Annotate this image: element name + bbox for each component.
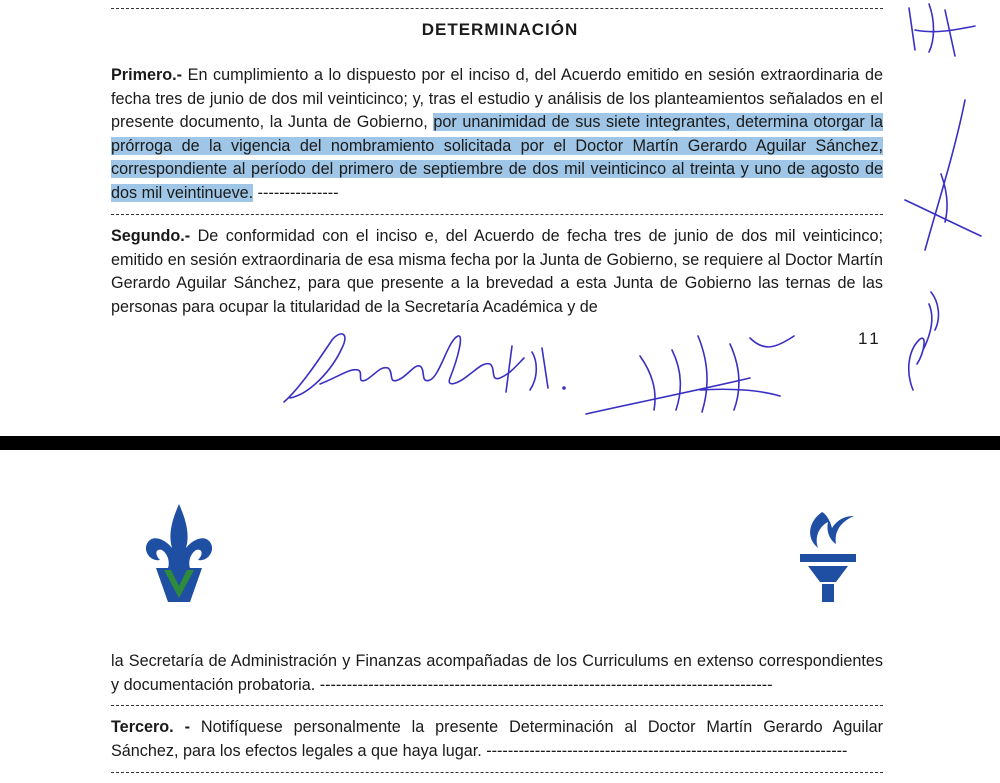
tercero-label: Tercero. - [111, 718, 190, 736]
page-number: 11 [858, 329, 882, 348]
torch-logo-icon [796, 508, 860, 604]
section-title: DETERMINACIÓN [421, 20, 579, 39]
signature-bottom-left [280, 318, 580, 408]
dashed-rule [111, 772, 883, 773]
veracruz-fleur-logo-icon [142, 504, 216, 606]
dashed-rule [111, 705, 883, 706]
dashed-rule [111, 8, 883, 9]
primero-label: Primero.- [111, 66, 183, 84]
highlighted-text: por unanimidad de sus siete integrantes, determina otorgar la prórroga de la vigencia del nombramiento solicitada por el Doctor Martín Gerardo Aguilar Sánchez, correspondiente al período del primero de septiembre de dos mil veinticinco al treinta y uno de agosto de dos mil veintinueve. [111, 113, 883, 202]
primero-text: En cumplimiento a lo dispuesto por el inciso d, del Acuerdo emitido en sesión extraordinaria de fecha tres de junio de dos mil veinticinco; y, tras el estudio y análisis de los planteamientos señalados en el presente documento, la Junta de Gobierno, [111, 66, 883, 132]
document-page-bottom [0, 450, 1000, 783]
signature-bottom-center [580, 330, 810, 422]
segundo-label: Segundo.- [111, 227, 191, 245]
continuation-text: la Secretaría de Administración y Finanzas acompañadas de los Curriculums en extenso correspondientes y documentación probatoria. [111, 652, 883, 694]
paragraph-tercero [111, 716, 883, 763]
primero-filler: --------------- [253, 183, 339, 202]
tercero-text: Notifíquese personalmente la presente Determinación al Doctor Martín Gerardo Aguilar Sánchez, para los efectos legales a que haya lugar. [111, 718, 883, 760]
segundo-text: De conformidad con el inciso e, del Acuerdo de fecha tres de junio de dos mil veinticinco; emitido en sesión extraordinaria de esa misma fecha por la Junta de Gobierno, se requiere al Doctor Martín Gerardo Aguilar Sánchez, para que presente a la brevedad a esta Junta de Gobierno las ternas de las personas para ocupar la titularidad de la Secretaría Académica y de [111, 227, 884, 316]
paragraph-continuation [111, 650, 883, 697]
signature-margin-right [895, 0, 1000, 400]
paragraph-primero [111, 64, 883, 206]
dashed-rule [111, 214, 883, 215]
tercero-filler: ------------------------------------------------------------------- [481, 741, 848, 760]
paragraph-segundo [111, 225, 883, 319]
continuation-filler: ------------------------------------------------------------------------------------ [315, 675, 773, 694]
